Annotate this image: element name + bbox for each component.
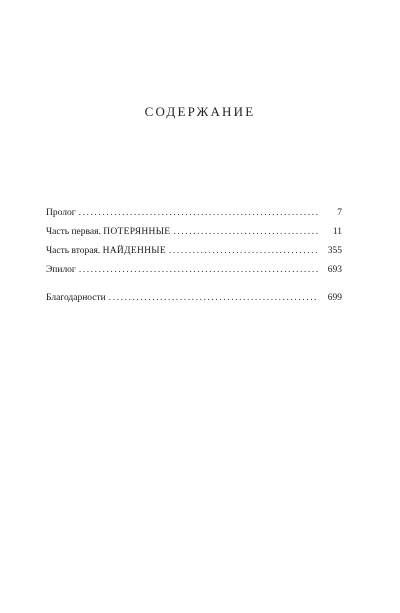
- toc-entry-page-number: 693: [327, 265, 342, 275]
- toc-entry-label: Пролог: [46, 208, 76, 218]
- toc-leader-dots: [173, 227, 319, 237]
- toc-entry-page-number: 699: [327, 293, 342, 303]
- toc-entry-label: Часть вторая. НАЙДЕННЫЕ: [46, 246, 166, 256]
- toc-entry-label: Благодарности: [46, 293, 106, 303]
- toc-leader-dots: [79, 208, 319, 218]
- toc-entry-part-two: [46, 246, 342, 265]
- toc-entry-epilogue: [46, 265, 342, 284]
- toc-entry-part-one: [46, 227, 342, 246]
- toc-list: [46, 208, 342, 312]
- toc-leader-dots: [109, 293, 319, 303]
- toc-entry-label: Эпилог: [46, 265, 76, 275]
- toc-entry-page-number: 7: [337, 208, 342, 218]
- toc-entry-page-number: 355: [327, 246, 342, 256]
- toc-entry-label: Часть первая. ПОТЕРЯННЫЕ: [46, 227, 171, 237]
- toc-entry-prologue: [46, 208, 342, 227]
- toc-title: СОДЕРЖАНИЕ: [144, 104, 256, 119]
- toc-leader-dots: [79, 265, 319, 275]
- toc-entry-page-number: 11: [332, 227, 342, 237]
- toc-entry-acknowledgements: [46, 293, 342, 312]
- toc-leader-dots: [169, 246, 319, 256]
